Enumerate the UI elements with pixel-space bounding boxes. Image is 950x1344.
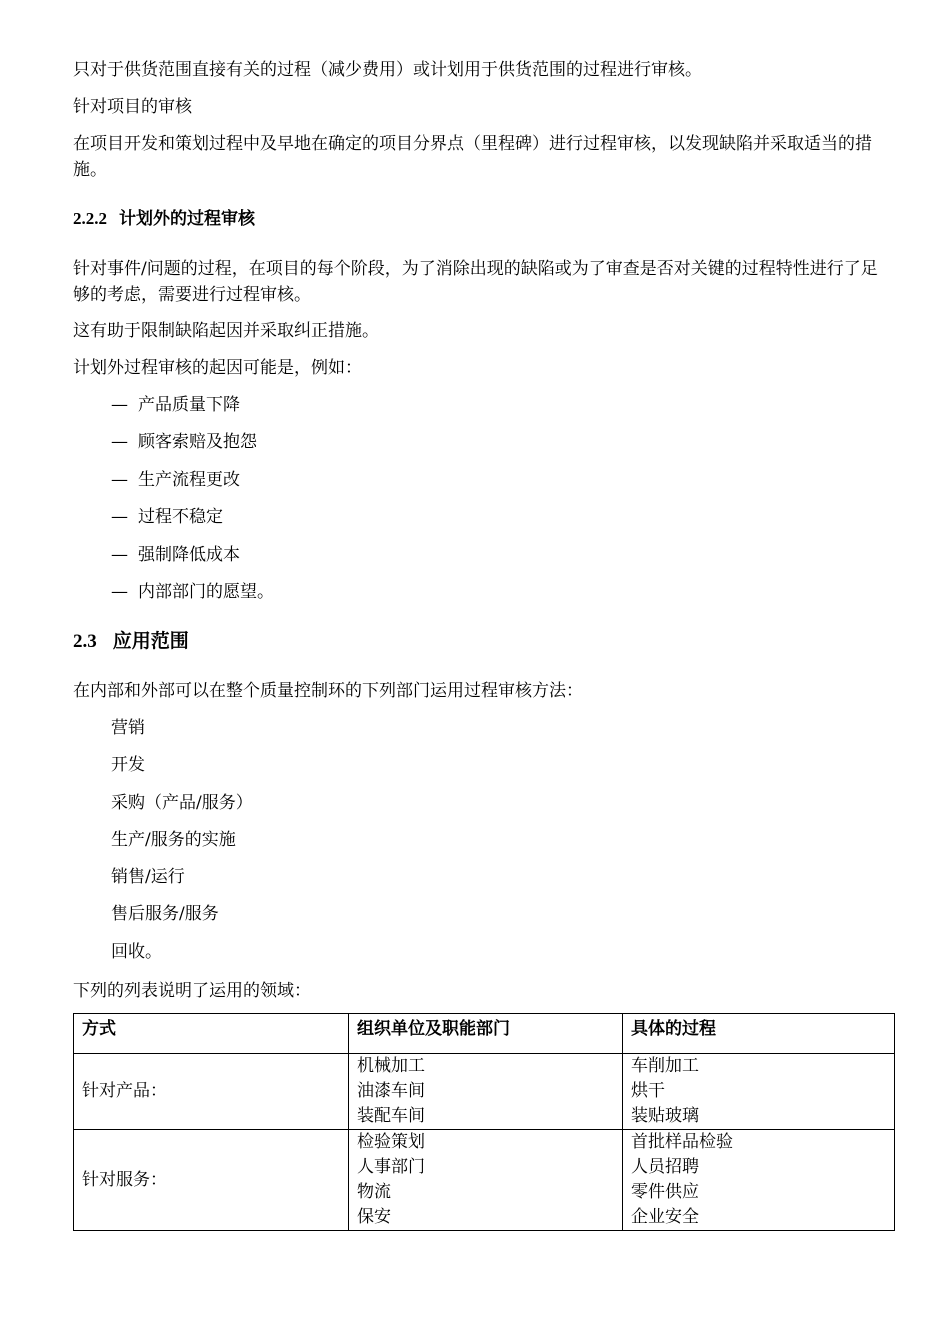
list-item-text: 顾客索赔及抱怨 <box>138 432 257 453</box>
dash-bullet: — <box>111 469 128 490</box>
cell-line: 企业安全 <box>631 1207 699 1227</box>
dash-bullet: — <box>111 581 128 602</box>
dash-bullet: — <box>111 395 128 415</box>
dash-bullet: — <box>111 432 128 453</box>
list-item: 销售/运行 <box>111 867 185 888</box>
paragraph-causes-intro: 计划外过程审核的起因可能是，例如： <box>73 358 362 378</box>
cell-line: 人事部门 <box>357 1157 425 1177</box>
list-item <box>111 504 274 541</box>
cell-line: 装配车间 <box>357 1106 425 1126</box>
causes-list <box>111 392 274 616</box>
list-item: 售后服务/服务 <box>111 904 219 925</box>
cell-line: 零件供应 <box>631 1182 699 1202</box>
cell-processes <box>623 1130 895 1231</box>
cell-units <box>349 1130 623 1231</box>
list-item-text: 产品质量下降 <box>138 395 240 415</box>
section-number: 2.3 <box>73 631 97 652</box>
list-item <box>111 392 274 429</box>
departments-list <box>111 715 253 976</box>
cell-mode: 针对产品： <box>74 1054 349 1130</box>
section-heading-2-2-2 <box>73 206 255 232</box>
list-item: 生产/服务的实施 <box>111 829 236 850</box>
list-item-text: 内部部门的愿望。 <box>138 581 274 602</box>
header-mode: 方式 <box>74 1014 349 1054</box>
list-item <box>111 429 274 466</box>
cell-line: 首批样品检验 <box>631 1132 733 1152</box>
cell-line: 车削加工 <box>631 1056 699 1076</box>
list-item-text: 过程不稳定 <box>138 507 223 528</box>
paragraph-limit-defects: 这有助于限制缺陷起因并采取纠正措施。 <box>73 321 379 341</box>
section-number: 2.2.2 <box>73 209 107 228</box>
section-title: 应用范围 <box>112 630 189 652</box>
cell-line: 烘干 <box>631 1081 665 1101</box>
cell-line: 油漆车间 <box>357 1081 425 1101</box>
section-title: 计划外的过程审核 <box>119 209 255 229</box>
list-item: 采购（产品/服务） <box>111 792 253 813</box>
list-item: 营销 <box>111 718 145 738</box>
header-processes: 具体的过程 <box>623 1014 895 1054</box>
dash-bullet: — <box>111 507 128 528</box>
table-row <box>74 1054 895 1130</box>
paragraph-departments-intro: 在内部和外部可以在整个质量控制环的下列部门运用过程审核方法： <box>73 681 583 701</box>
cell-line: 检验策划 <box>357 1132 425 1152</box>
cell-line: 机械加工 <box>357 1056 425 1076</box>
cell-units <box>349 1054 623 1130</box>
list-item: 开发 <box>111 755 145 776</box>
cell-line: 人员招聘 <box>631 1157 699 1177</box>
table-header-row <box>74 1014 895 1054</box>
cell-mode: 针对服务： <box>74 1130 349 1231</box>
cell-line: 装贴玻璃 <box>631 1106 699 1126</box>
paragraph-event-audit: 针对事件/问题的过程，在项目的每个阶段，为了消除出现的缺陷或为了审查是否对关键的过程特性进行了足够的考虑，需要进行过程审核。 <box>73 259 878 305</box>
list-item: 回收。 <box>111 941 162 962</box>
list-item <box>111 467 274 504</box>
list-item <box>111 542 274 579</box>
list-item <box>111 579 274 616</box>
paragraph-table-intro: 下列的列表说明了运用的领域： <box>73 981 311 1001</box>
section-heading-2-3 <box>73 627 189 656</box>
cell-processes <box>623 1054 895 1130</box>
table-row <box>74 1130 895 1231</box>
list-item-text: 生产流程更改 <box>138 469 240 490</box>
paragraph-scope-limited: 只对于供货范围直接有关的过程（减少费用）或计划用于供货范围的过程进行审核。 <box>73 60 702 80</box>
paragraph-milestone-audit: 在项目开发和策划过程中及早地在确定的项目分界点（里程碑）进行过程审核，以发现缺陷并采取适当的措施。 <box>73 134 872 180</box>
cell-line: 物流 <box>357 1182 391 1202</box>
application-table <box>73 1013 895 1231</box>
dash-bullet: — <box>111 544 128 565</box>
list-item-text: 强制降低成本 <box>138 544 240 565</box>
cell-line: 保安 <box>357 1207 391 1227</box>
paragraph-project-audit: 针对项目的审核 <box>73 97 192 117</box>
header-units: 组织单位及职能部门 <box>349 1014 623 1054</box>
